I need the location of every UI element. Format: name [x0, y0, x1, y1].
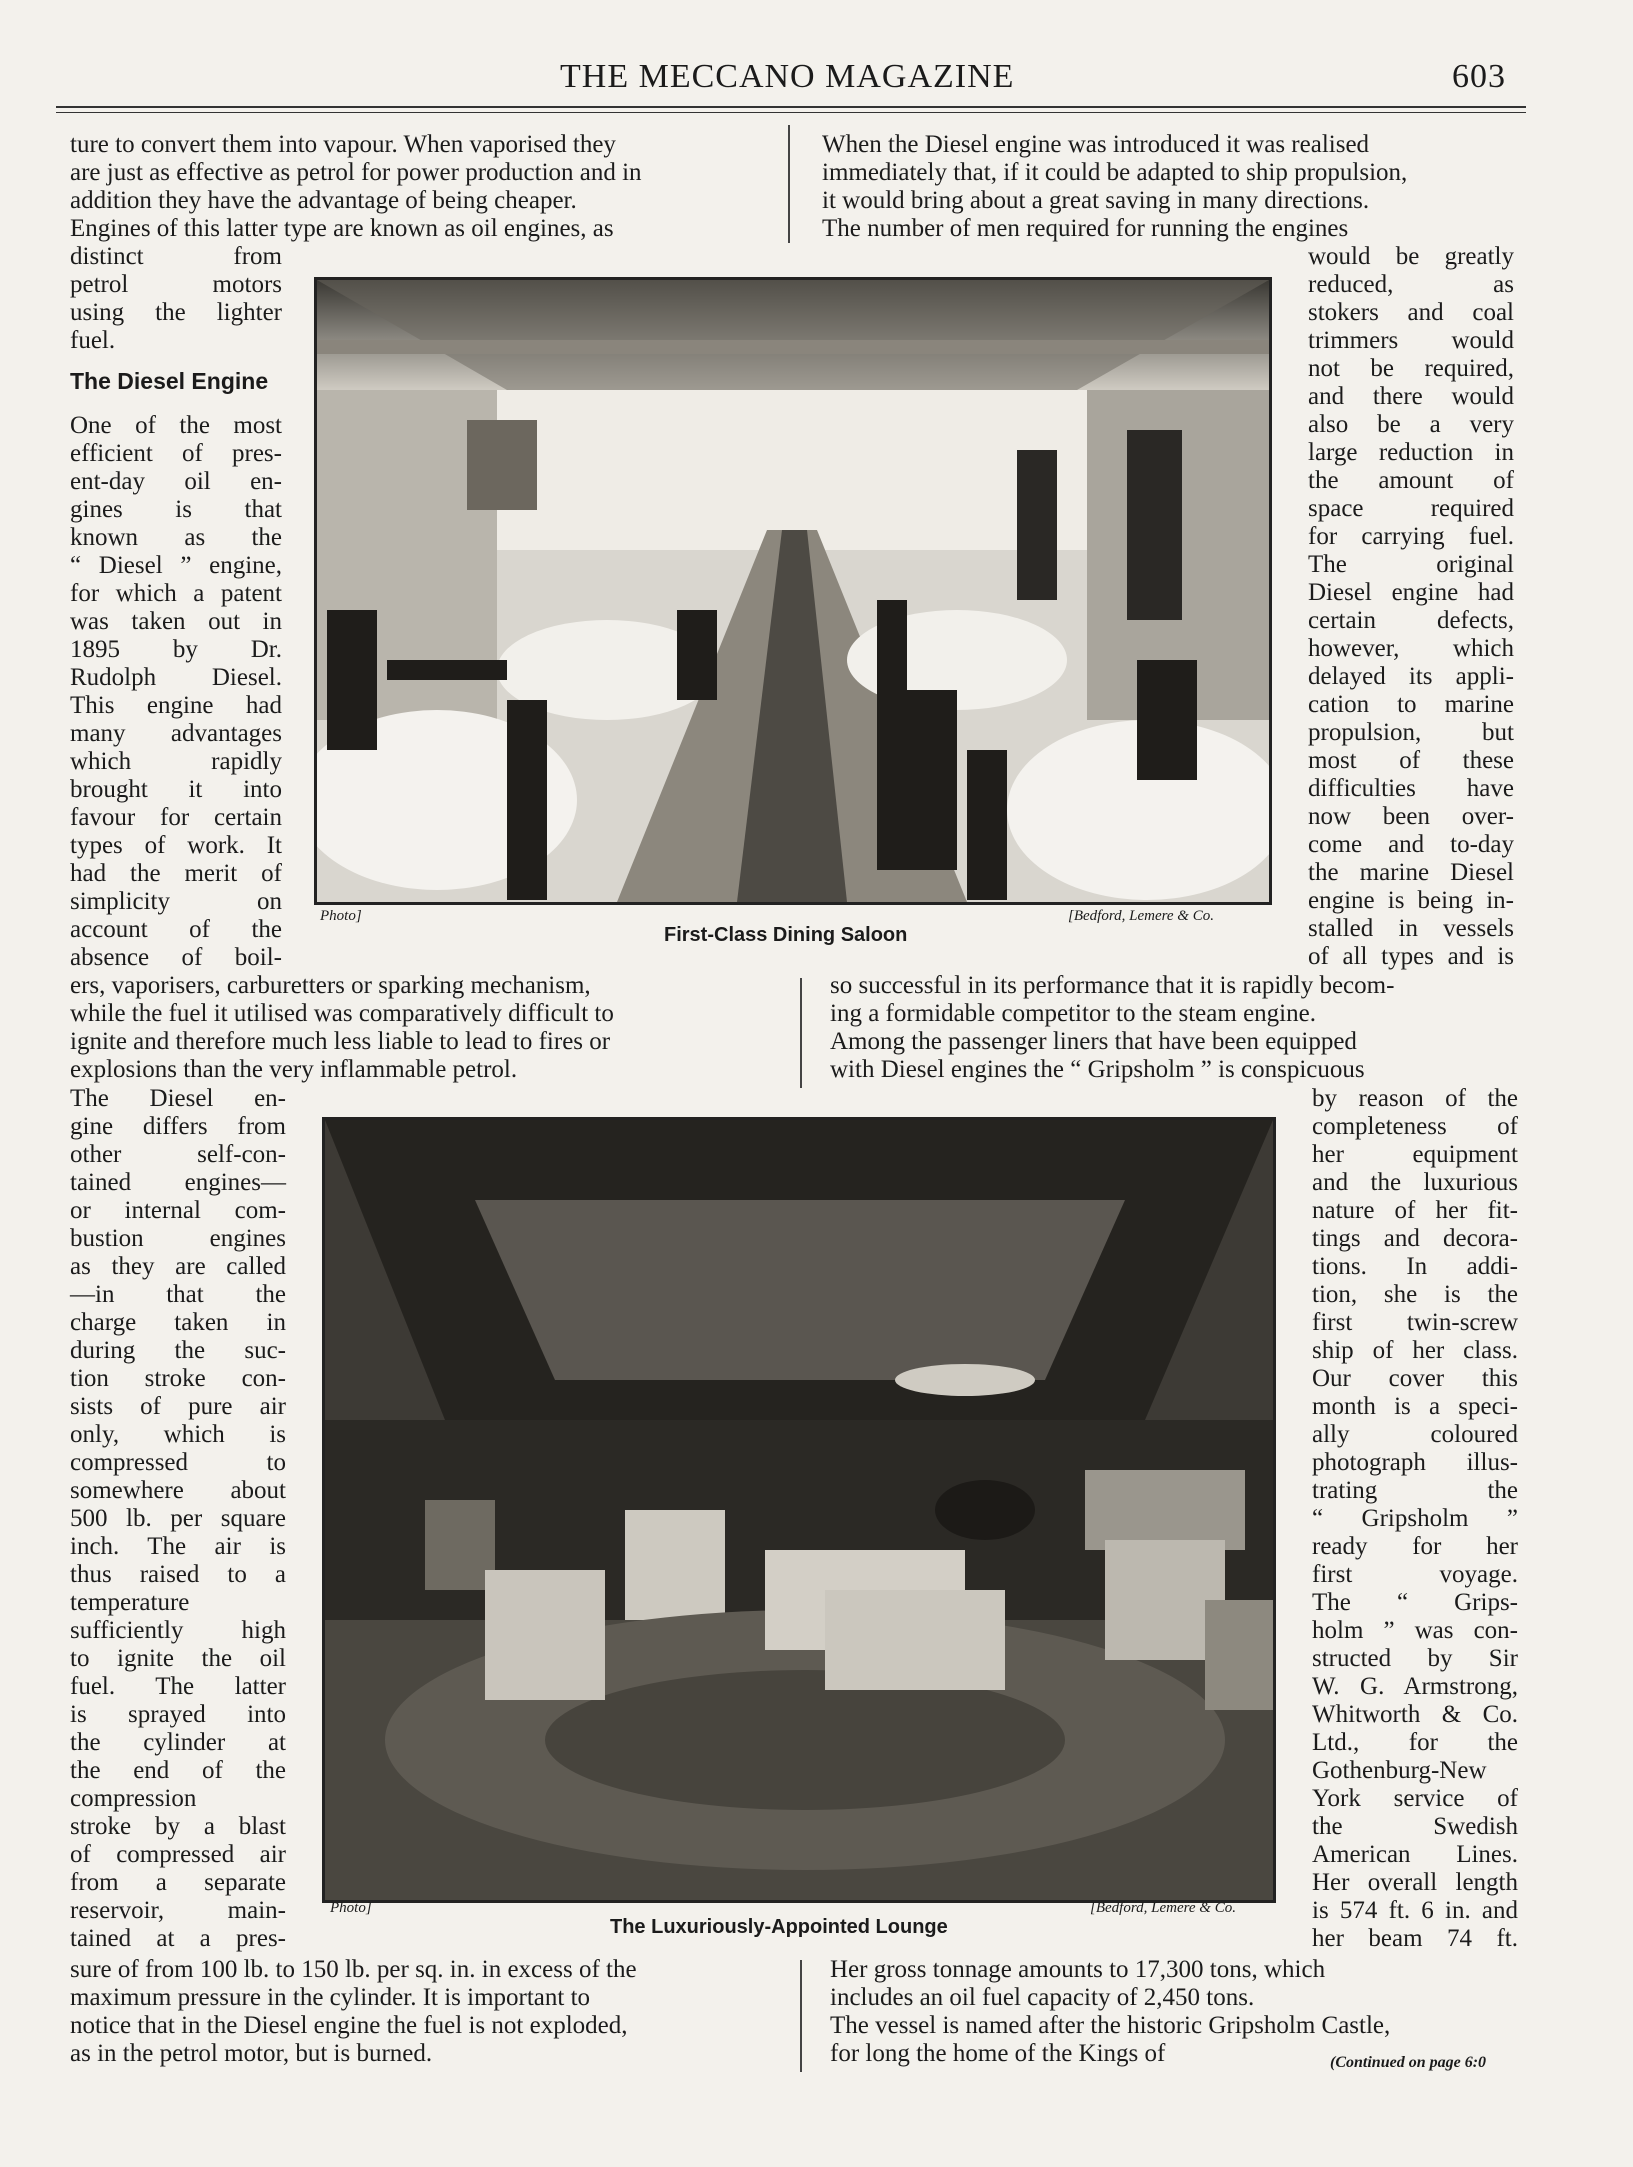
- text-line: reduced, as: [1308, 271, 1514, 298]
- text-line: first voyage.: [1312, 1561, 1518, 1588]
- text-line: thus raised to a: [70, 1561, 286, 1588]
- text-line: simplicity on: [70, 888, 282, 915]
- lounge-photo-caption: The Luxuriously-Appointed Lounge: [610, 1916, 948, 1938]
- text-line: using the lighter: [70, 299, 282, 326]
- text-line: brought it into: [70, 776, 282, 803]
- text-line: stroke by a blast: [70, 1813, 286, 1840]
- text-line: had the merit of: [70, 860, 282, 887]
- subheading-diesel-engine: The Diesel Engine: [70, 368, 269, 394]
- text-line: inch. The air is: [70, 1533, 286, 1560]
- text-line: holm ” was con-: [1312, 1617, 1518, 1644]
- text-line: not be required,: [1308, 355, 1514, 382]
- text-top-left: [70, 131, 760, 243]
- text-line: 500 lb. per square: [70, 1505, 286, 1532]
- dining-photo-credit-right: [Bedford, Lemere & Co.: [1068, 908, 1214, 924]
- text-line: as they are called: [70, 1253, 286, 1280]
- text-line: 1895 by Dr.: [70, 636, 282, 663]
- text-line: for long the home of the Kings of: [830, 2040, 1166, 2067]
- text-line: efficient of pres-: [70, 440, 282, 467]
- text-line: her beam 74 ft.: [1312, 1925, 1518, 1952]
- text-line: photograph illus-: [1312, 1449, 1518, 1476]
- text-line: Engines of this latter type are known as oil engines, as: [70, 215, 614, 242]
- text-line: trating the: [1312, 1477, 1518, 1504]
- text-lower-left-column: [70, 1085, 286, 1953]
- text-line: trimmers would: [1308, 327, 1514, 354]
- text-line: account of the: [70, 916, 282, 943]
- text-line: One of the most: [70, 412, 282, 439]
- text-line: as in the petrol motor, but is burned.: [70, 2040, 433, 2067]
- text-line: somewhere about: [70, 1477, 286, 1504]
- text-line: is sprayed into: [70, 1701, 286, 1728]
- text-line: to ignite the oil: [70, 1645, 286, 1672]
- magazine-title: THE MECCANO MAGAZINE: [560, 58, 1015, 95]
- text-line: reservoir, main-: [70, 1897, 286, 1924]
- text-line: tions. In addi-: [1312, 1253, 1518, 1280]
- text-line: absence of boil-: [70, 944, 282, 971]
- text-line: ent-day oil en-: [70, 468, 282, 495]
- text-line: large reduction in: [1308, 439, 1514, 466]
- text-line: many advantages: [70, 720, 282, 747]
- text-line: however, which: [1308, 635, 1514, 662]
- text-line: the marine Diesel: [1308, 859, 1514, 886]
- text-line: would be greatly: [1308, 243, 1514, 270]
- lounge-photo-credit-left: Photo]: [330, 1900, 372, 1916]
- text-line: The vessel is named after the historic Gripsholm Castle,: [830, 2012, 1391, 2039]
- text-line: while the fuel it utilised was comparatively difficult to: [70, 1000, 614, 1027]
- text-line: Rudolph Diesel.: [70, 664, 282, 691]
- text-bottom-right: [830, 1956, 1520, 2068]
- text-line: most of these: [1308, 747, 1514, 774]
- text-line: “ Gripsholm ”: [1312, 1505, 1518, 1532]
- text-line: difficulties have: [1308, 775, 1514, 802]
- text-line: propulsion, but: [1308, 719, 1514, 746]
- text-line: W. G. Armstrong,: [1312, 1673, 1518, 1700]
- text-line: tained at a pres-: [70, 1925, 286, 1952]
- text-line: petrol motors: [70, 271, 282, 298]
- text-line: This engine had: [70, 692, 282, 719]
- text-line: cation to marine: [1308, 691, 1514, 718]
- continued-note: (Continued on page 6:0: [1330, 2054, 1487, 2071]
- text-line: of compressed air: [70, 1841, 286, 1868]
- text-line: which rapidly: [70, 748, 282, 775]
- dining-photo-credit-left: Photo]: [320, 908, 362, 924]
- text-line: maximum pressure in the cylinder. It is important to: [70, 1984, 591, 2011]
- text-line: immediately that, if it could be adapted to ship propulsion,: [822, 159, 1408, 186]
- text-line: the cylinder at: [70, 1729, 286, 1756]
- column-divider-bottom: [800, 1960, 802, 2072]
- text-line: tained engines—: [70, 1169, 286, 1196]
- dining-saloon-illustration: [317, 280, 1269, 902]
- header-rule-thin: [56, 112, 1526, 113]
- header-rule: [56, 106, 1526, 108]
- text-line: other self-con-: [70, 1141, 286, 1168]
- text-line: The “ Grips-: [1312, 1589, 1518, 1616]
- text-line: bustion engines: [70, 1225, 286, 1252]
- text-line: —in that the: [70, 1281, 286, 1308]
- text-line: space required: [1308, 495, 1514, 522]
- text-line: Whitworth & Co.: [1312, 1701, 1518, 1728]
- text-bottom-left: [70, 1956, 768, 2068]
- text-line: gines is that: [70, 496, 282, 523]
- text-line: the end of the: [70, 1757, 286, 1784]
- text-line: ers, vaporisers, carburetters or sparking mechanism,: [70, 972, 591, 999]
- text-line: and the luxurious: [1312, 1169, 1518, 1196]
- text-line: sists of pure air: [70, 1393, 286, 1420]
- text-line: Gothenburg-New: [1312, 1757, 1487, 1784]
- text-line: during the suc-: [70, 1337, 286, 1364]
- text-line: ship of her class.: [1312, 1337, 1518, 1364]
- text-line: Her overall length: [1312, 1869, 1518, 1896]
- text-line: the amount of: [1308, 467, 1514, 494]
- text-line: for carrying fuel.: [1308, 523, 1514, 550]
- text-line: the Swedish: [1312, 1813, 1518, 1840]
- text-line: Her gross tonnage amounts to 17,300 tons, which: [830, 1956, 1326, 1983]
- text-line: from a separate: [70, 1869, 286, 1896]
- text-line: types of work. It: [70, 832, 282, 859]
- text-line: ready for her: [1312, 1533, 1518, 1560]
- text-line: of all types and is: [1308, 943, 1514, 970]
- text-line: certain defects,: [1308, 607, 1514, 634]
- text-right-column-2: [1312, 1085, 1518, 1953]
- text-line: ing a formidable competitor to the steam engine.: [830, 1000, 1316, 1027]
- text-line: The original: [1308, 551, 1514, 578]
- text-line: distinct from: [70, 243, 282, 270]
- lounge-illustration: [325, 1120, 1273, 1900]
- text-top-left-narrow: [70, 243, 282, 355]
- text-line: compression: [70, 1785, 197, 1812]
- text-line: is 574 ft. 6 in. and: [1312, 1897, 1518, 1924]
- column-divider-mid: [800, 978, 802, 1088]
- text-line: includes an oil fuel capacity of 2,450 tons.: [830, 1984, 1255, 2011]
- text-line: first twin-screw: [1312, 1309, 1518, 1336]
- text-top-right: [822, 131, 1514, 243]
- text-line: by reason of the: [1312, 1085, 1518, 1112]
- text-line: so successful in its performance that it is rapidly becom-: [830, 972, 1395, 999]
- text-line: ignite and therefore much less liable to lead to fires or: [70, 1028, 611, 1055]
- text-line: fuel. The latter: [70, 1673, 286, 1700]
- text-line: sure of from 100 lb. to 150 lb. per sq. in. in excess of the: [70, 1956, 637, 1983]
- text-line: and there would: [1308, 383, 1514, 410]
- dining-photo-caption: First-Class Dining Saloon: [664, 924, 908, 946]
- text-line: it would bring about a great saving in many directions.: [822, 187, 1370, 214]
- text-line: completeness of: [1312, 1113, 1518, 1140]
- text-line: ally coloured: [1312, 1421, 1518, 1448]
- text-line: engine is being in-: [1308, 887, 1514, 914]
- text-line: Among the passenger liners that have been equipped: [830, 1028, 1357, 1055]
- text-line: sufficiently high: [70, 1617, 286, 1644]
- text-line: stalled in vessels: [1308, 915, 1514, 942]
- text-line: was taken out in: [70, 608, 282, 635]
- text-line: for which a patent: [70, 580, 282, 607]
- text-line: Our cover this: [1312, 1365, 1518, 1392]
- text-line: York service of: [1312, 1785, 1518, 1812]
- text-line: The number of men required for running the engines: [822, 215, 1349, 242]
- text-line: “ Diesel ” engine,: [70, 552, 282, 579]
- text-line: ture to convert them into vapour. When vaporised they: [70, 131, 616, 158]
- text-line: delayed its appli-: [1308, 663, 1514, 690]
- text-line: come and to-day: [1308, 831, 1514, 858]
- text-line: known as the: [70, 524, 282, 551]
- lounge-photo: [322, 1117, 1276, 1903]
- text-line: structed by Sir: [1312, 1645, 1518, 1672]
- text-line: gine differs from: [70, 1113, 286, 1140]
- text-line: now been over-: [1308, 803, 1514, 830]
- text-line: tings and decora-: [1312, 1225, 1518, 1252]
- page-number: 603: [1452, 58, 1506, 95]
- text-line: notice that in the Diesel engine the fuel is not exploded,: [70, 2012, 628, 2039]
- text-line: temperature: [70, 1589, 190, 1616]
- text-line: addition they have the advantage of being cheaper.: [70, 187, 577, 214]
- column-divider-top: [788, 125, 790, 243]
- text-line: fuel.: [70, 327, 116, 354]
- text-line: nature of her fit-: [1312, 1197, 1518, 1224]
- text-line: tion, she is the: [1312, 1281, 1518, 1308]
- text-line: favour for certain: [70, 804, 282, 831]
- text-line: stokers and coal: [1308, 299, 1514, 326]
- text-line: month is a speci-: [1312, 1393, 1518, 1420]
- text-line: with Diesel engines the “ Gripsholm ” is conspicuous: [830, 1056, 1365, 1083]
- text-mid-left: [70, 972, 768, 1084]
- text-line: The Diesel en-: [70, 1085, 286, 1112]
- text-line: explosions than the very inflammable petrol.: [70, 1056, 518, 1083]
- text-diesel-column: [70, 412, 282, 972]
- text-line: tion stroke con-: [70, 1365, 286, 1392]
- dining-saloon-photo: [314, 277, 1272, 905]
- text-line: her equipment: [1312, 1141, 1518, 1168]
- text-line: also be a very: [1308, 411, 1514, 438]
- text-line: or internal com-: [70, 1197, 286, 1224]
- text-line: are just as effective as petrol for power production and in: [70, 159, 642, 186]
- text-line: only, which is: [70, 1421, 286, 1448]
- text-line: Ltd., for the: [1312, 1729, 1518, 1756]
- text-line: Diesel engine had: [1308, 579, 1514, 606]
- text-line: American Lines.: [1312, 1841, 1518, 1868]
- text-right-column-1: [1308, 243, 1514, 971]
- text-mid-right: [830, 972, 1518, 1084]
- text-line: compressed to: [70, 1449, 286, 1476]
- text-line: charge taken in: [70, 1309, 286, 1336]
- lounge-photo-credit-right: [Bedford, Lemere & Co.: [1090, 1900, 1236, 1916]
- text-line: When the Diesel engine was introduced it was realised: [822, 131, 1370, 158]
